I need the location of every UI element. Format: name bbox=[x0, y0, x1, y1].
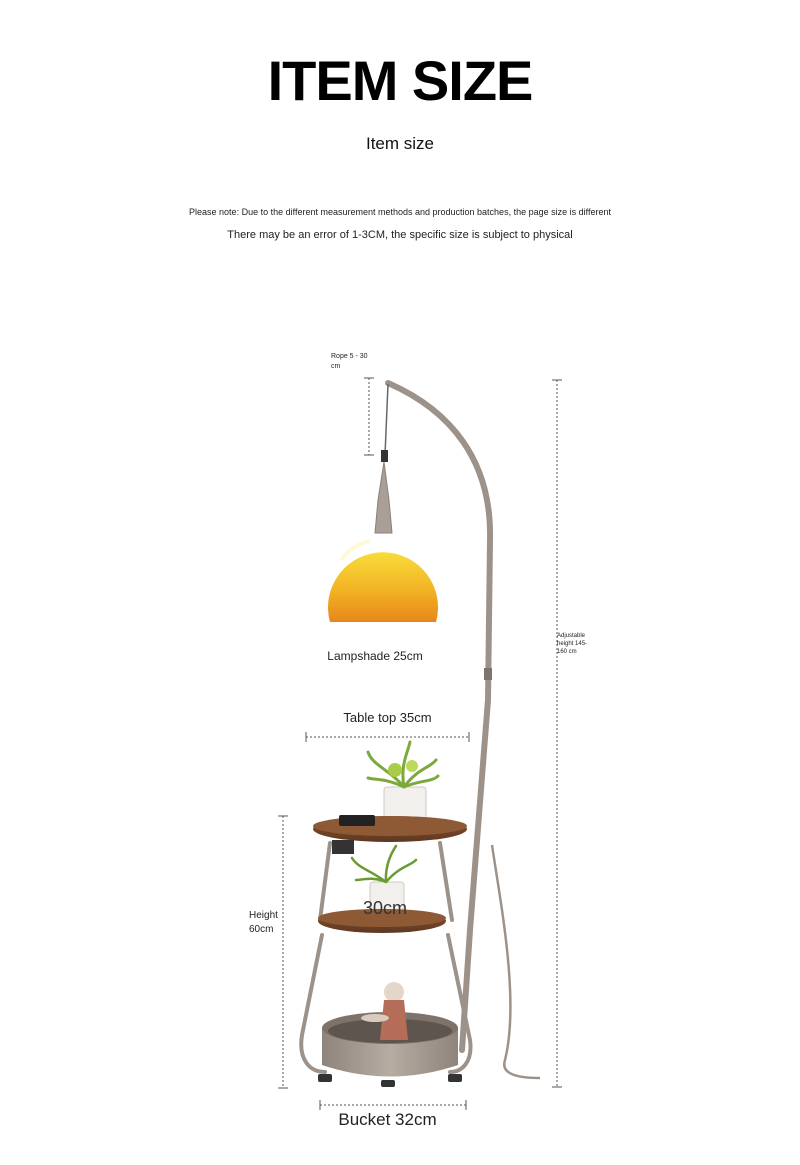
page-title: ITEM SIZE bbox=[267, 49, 533, 112]
page-subtitle: Item size bbox=[365, 134, 435, 153]
lamp-neck bbox=[375, 462, 392, 533]
charger-drawer bbox=[332, 840, 354, 854]
hanging-rope bbox=[385, 384, 388, 455]
adjustable-height-label: Adjustable height 145-160 cm bbox=[557, 633, 588, 655]
bucket bbox=[318, 982, 462, 1087]
phone bbox=[339, 815, 375, 826]
table-top-size-label: Table top 35cm bbox=[343, 710, 432, 725]
bucket-size-label: Bucket 32cm bbox=[338, 1110, 437, 1129]
error-note: There may be an error of 1-3CM, the specific size is subject to physical bbox=[227, 229, 573, 241]
power-cord bbox=[492, 845, 540, 1078]
top-plant bbox=[368, 742, 438, 826]
lampshade bbox=[328, 552, 438, 622]
rope-length-label: Rope 5 - 30 cm bbox=[331, 353, 368, 370]
rope-clip bbox=[381, 450, 388, 462]
height-label: Height 60cm bbox=[249, 910, 278, 935]
measurement-note: Please note: Due to the different measurement methods and production batches, the page size is different bbox=[189, 207, 611, 217]
dimension-lines bbox=[283, 378, 557, 1105]
lampshade-size-label: Lampshade 25cm bbox=[327, 649, 423, 663]
middle-shelf-size-label: 30cm bbox=[362, 898, 407, 918]
pole-joint bbox=[484, 668, 492, 680]
